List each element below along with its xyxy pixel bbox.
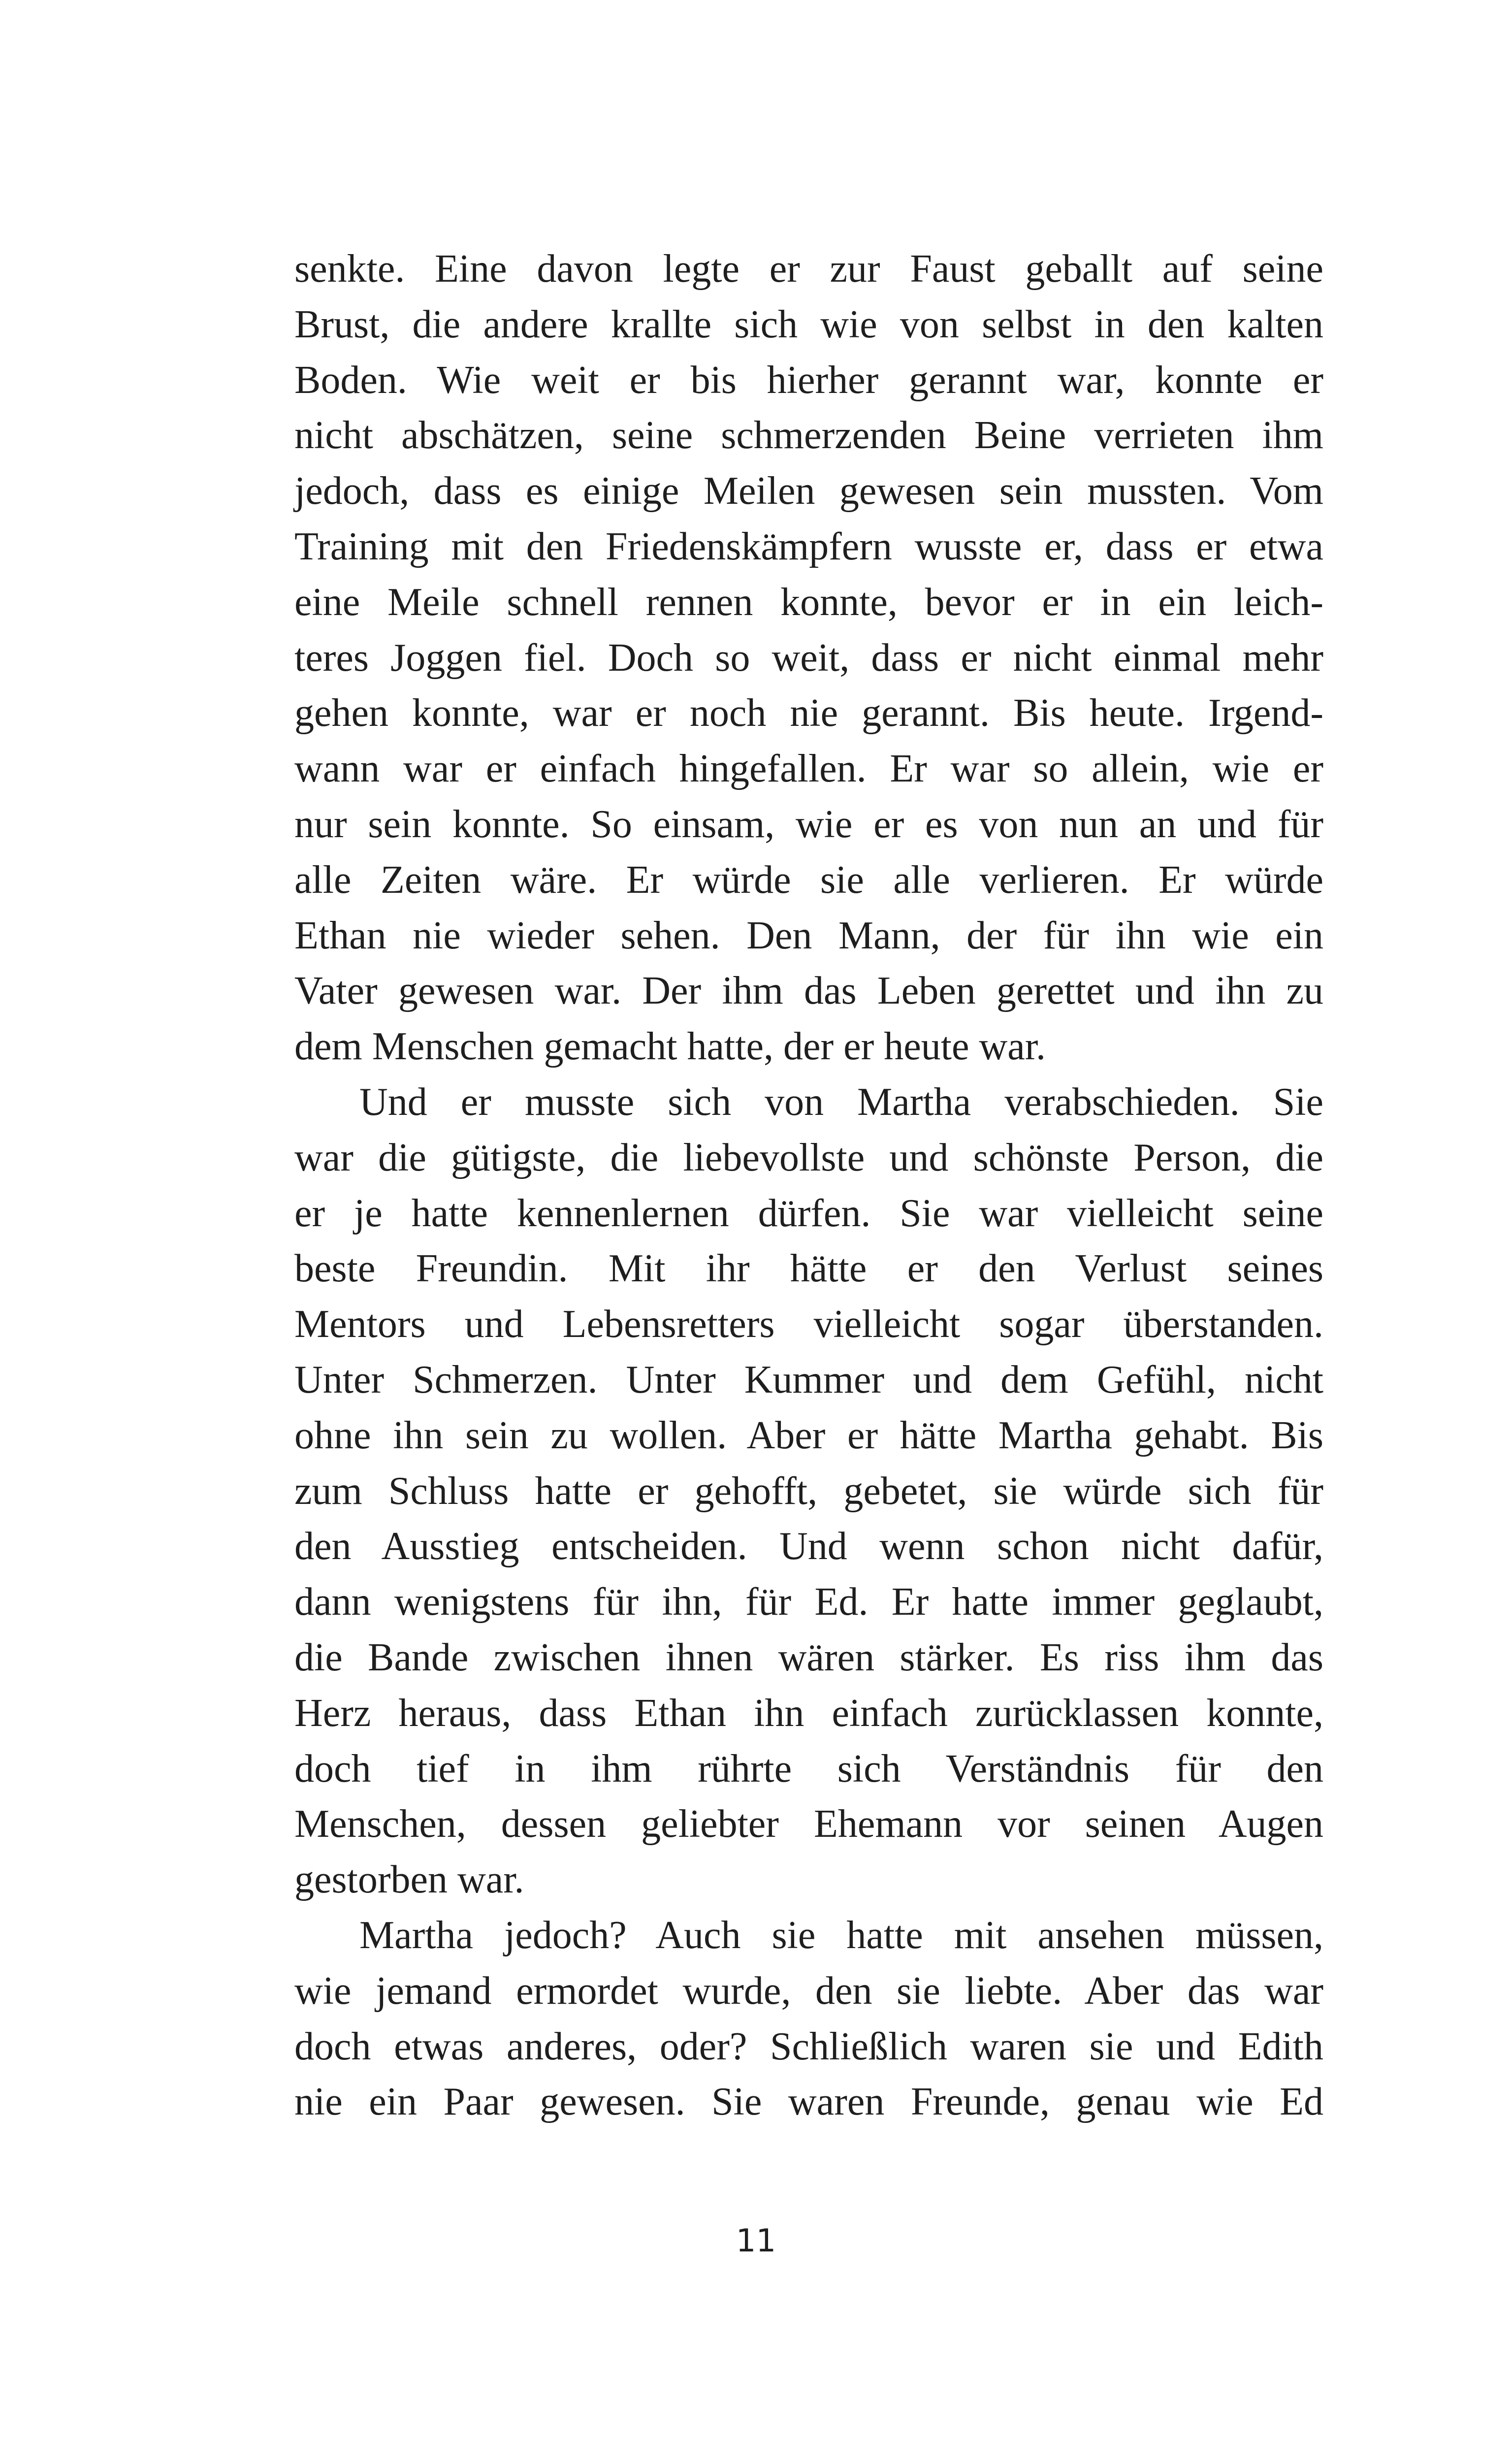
text-line: Boden. Wie weit er bis hierher gerannt war, konnte er [294, 358, 1323, 402]
paragraph [294, 1075, 1323, 1908]
text-line: Herz heraus, dass Ethan ihn einfach zurücklassen konnte, [294, 1691, 1323, 1735]
text-line: wann war er einfach hingefallen. Er war so allein, wie er [294, 747, 1323, 791]
text-line: wie jemand ermordet wurde, den sie liebte. Aber das war [294, 1969, 1323, 2013]
text-line: nie ein Paar gewesen. Sie waren Freunde, genau wie Ed [294, 2080, 1323, 2124]
text-line: dann wenigstens für ihn, für Ed. Er hatte immer geglaubt, [294, 1580, 1323, 1624]
text-line: nicht abschätzen, seine schmerzenden Beine verrieten ihm [294, 414, 1323, 457]
text-line: Vater gewesen war. Der ihm das Leben gerettet und ihn zu [294, 969, 1323, 1013]
text-line: senkte. Eine davon legte er zur Faust geballt auf seine [294, 247, 1323, 291]
text-line: den Ausstieg entscheiden. Und wenn schon nicht dafür, [294, 1525, 1323, 1568]
text-line: Unter Schmerzen. Unter Kummer und dem Gefühl, nicht [294, 1358, 1323, 1401]
text-line: teres Joggen fiel. Doch so weit, dass er nicht einmal mehr [294, 636, 1323, 680]
text-line: Ethan nie wieder sehen. Den Mann, der für ihn wie ein [294, 913, 1323, 957]
text-line: gehen konnte, war er noch nie gerannt. Bis heute. Irgend- [294, 691, 1323, 735]
text-line: Training mit den Friedenskämpfern wusste er, dass er etwa [294, 524, 1323, 568]
text-line: jedoch, dass es einige Meilen gewesen sein mussten. Vom [294, 469, 1323, 513]
text-line: die Bande zwischen ihnen wären stärker. Es riss ihm das [294, 1635, 1323, 1679]
text-line: Mentors und Lebensretters vielleicht sogar überstanden. [294, 1303, 1323, 1346]
paragraph [294, 1908, 1323, 2130]
text-line: gestorben war. [294, 1858, 524, 1902]
text-line: Brust, die andere krallte sich wie von selbst in den kalten [294, 302, 1323, 346]
text-line: ohne ihn sein zu wollen. Aber er hätte Martha gehabt. Bis [294, 1413, 1323, 1457]
text-line: eine Meile schnell rennen konnte, bevor er in ein leich- [294, 580, 1323, 624]
body-text [294, 241, 1323, 2130]
text-line: dem Menschen gemacht hatte, der er heute war. [294, 1025, 1046, 1069]
text-line: Menschen, dessen geliebter Ehemann vor seinen Augen [294, 1802, 1323, 1846]
text-line: beste Freundin. Mit ihr hätte er den Verlust seines [294, 1247, 1323, 1291]
text-line: Martha jedoch? Auch sie hatte mit ansehen müssen, [359, 1913, 1323, 1957]
text-line: zum Schluss hatte er gehofft, gebetet, sie würde sich für [294, 1469, 1323, 1513]
paragraph [294, 241, 1323, 1075]
text-line: doch tief in ihm rührte sich Verständnis für den [294, 1747, 1323, 1791]
page-number: 11 [736, 2223, 776, 2259]
text-line: er je hatte kennenlernen dürfen. Sie war vielleicht seine [294, 1191, 1323, 1235]
text-line: war die gütigste, die liebevollste und schönste Person, die [294, 1136, 1323, 1179]
text-line: doch etwas anderes, oder? Schließlich waren sie und Edith [294, 2024, 1323, 2068]
text-line: Und er musste sich von Martha verabschieden. Sie [359, 1080, 1323, 1124]
text-line: nur sein konnte. So einsam, wie er es von nun an und für [294, 802, 1323, 846]
text-line: alle Zeiten wäre. Er würde sie alle verlieren. Er würde [294, 858, 1323, 902]
